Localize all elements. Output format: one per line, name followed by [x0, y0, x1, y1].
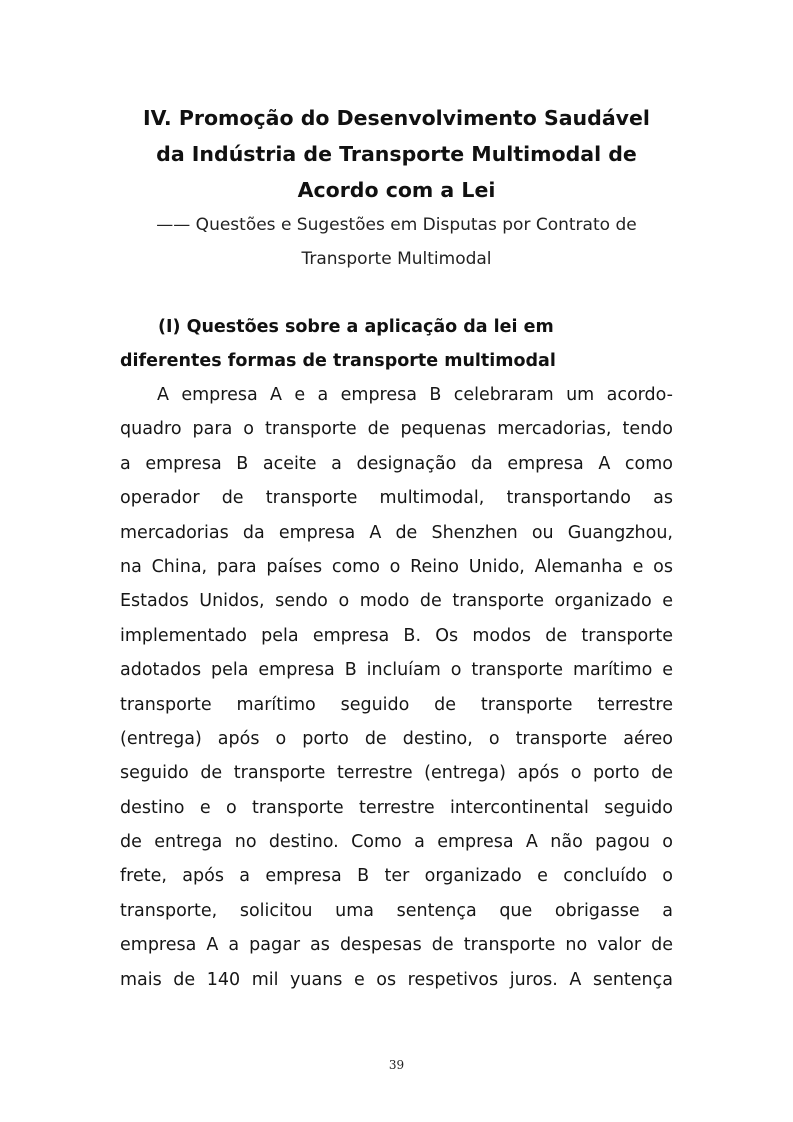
body-line: adotados pela empresa B incluíam o transporte marítimo e	[120, 660, 673, 681]
chapter-subtitle-line-2: Transporte Multimodal	[301, 249, 492, 269]
body-line: destino e o transporte terrestre intercontinental seguido	[120, 797, 673, 818]
section-heading	[120, 310, 680, 378]
chapter-title-line-3: Acordo com a Lei	[297, 178, 496, 202]
body-line: Estados Unidos, sendo o modo de transporte organizado e	[120, 591, 673, 612]
page-number: 39	[388, 1058, 405, 1072]
chapter-title-line-1: IV. Promoção do Desenvolvimento Saudável	[143, 106, 650, 130]
body-line: de entrega no destino. Como a empresa A não pagou o	[120, 832, 673, 853]
body-line: transporte, solicitou uma sentença que obrigasse a	[120, 900, 673, 921]
body-line: a empresa B aceite a designação da empresa A como	[120, 453, 673, 474]
body-line: A empresa A e a empresa B celebraram um acordo-	[157, 385, 673, 405]
body-line: (entrega) após o porto de destino, o transporte aéreo	[120, 728, 673, 749]
body-paragraph	[120, 378, 673, 997]
body-line: seguido de transporte terrestre (entrega) após o porto de	[120, 763, 673, 784]
section-heading-line-2: diferentes formas de transporte multimodal	[120, 351, 556, 371]
body-line: empresa A a pagar as despesas de transporte no valor de	[120, 935, 673, 956]
body-line: mercadorias da empresa A de Shenzhen ou Guangzhou,	[120, 522, 673, 543]
body-line: frete, após a empresa B ter organizado e concluído o	[120, 866, 673, 887]
chapter-title-line-2: da Indústria de Transporte Multimodal de	[156, 142, 637, 166]
body-line: mais de 140 mil yuans e os respetivos juros. A sentença	[120, 969, 673, 990]
body-line: na China, para países como o Reino Unido, Alemanha e os	[120, 556, 673, 577]
body-line: quadro para o transporte de pequenas mercadorias, tendo	[120, 419, 673, 440]
body-line: operador de transporte multimodal, transportando as	[120, 488, 673, 509]
body-line: implementado pela empresa B. Os modos de transporte	[120, 625, 673, 646]
chapter-subtitle-line-1: —— Questões e Sugestões em Disputas por Contrato de	[156, 215, 637, 235]
body-line: transporte marítimo seguido de transporte terrestre	[120, 694, 673, 715]
chapter-title-block	[110, 100, 683, 276]
section-heading-line-1: (I) Questões sobre a aplicação da lei em	[158, 317, 554, 337]
